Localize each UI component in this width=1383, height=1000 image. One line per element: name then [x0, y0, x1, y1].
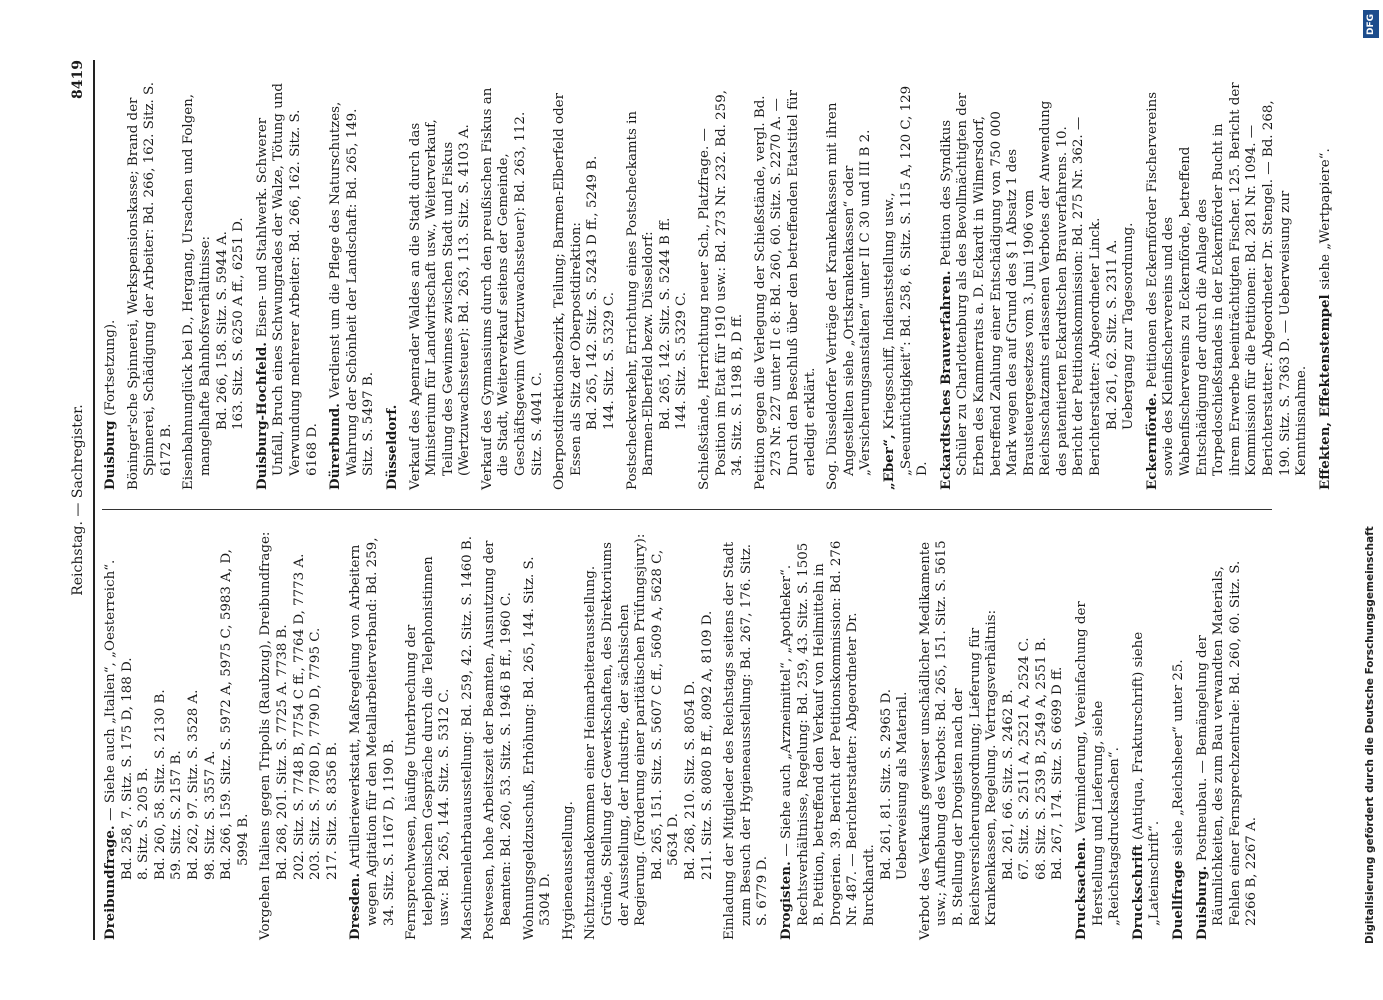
entry-text: Maschinenlehrbauausstellung: Bd. 259, 42. Sitz. S. 1460 B.: [459, 536, 475, 940]
entry-text: Nichtzustandekommen einer Heimarbeiterausstellung. Gründe, Stellung der Gewerkschaften, des Direktoriums der Ausstellung, der Industrie, der sächsischen Regierung. (Forderung einer paritätischen Prüfungsjury):: [583, 533, 649, 940]
entry-text: Oberpostdirektionsbezirk, Teilung; Barmen-Elberfeld oder Essen als Sitz der Oberpostdirektion:: [552, 92, 584, 490]
index-entry: [697, 80, 747, 490]
entry-reference: Bd. 266, 159. Sitz. S. 5972 A, 5975 C, 5983 A, D, 5994 B.: [219, 549, 251, 880]
entry-reference: Bd. 267, 174. Sitz. S. 6699 D ff.: [1050, 666, 1066, 880]
index-entry: [1073, 530, 1124, 940]
index-entry: [881, 80, 932, 490]
page-number: 8419: [70, 60, 86, 99]
index-entry: [408, 80, 474, 490]
entry-reference: 59. Sitz. S. 2157 B.: [169, 750, 185, 880]
entry-keyword: Duisburg.: [1193, 861, 1210, 940]
index-entry: [583, 530, 716, 940]
index-entry: [825, 80, 875, 490]
entry-reference: 144. Sitz. S. 5329 C.: [602, 291, 618, 430]
entry-keyword: Düsseldorf.: [383, 404, 400, 490]
entry-reference: 202. Sitz. S. 7748 B, 7754 C ff., 7764 D, 7773 A.: [291, 553, 307, 880]
index-entry: [1317, 80, 1335, 490]
entry-keyword: „Eber“,: [880, 429, 897, 490]
digitization-sidebar: [1361, 0, 1381, 1000]
index-entry: [384, 80, 402, 490]
entry-keyword: Duisburg: [102, 415, 118, 490]
entry-text: Postneubau. — Bemängelung der Räumlichkeiten, des zum Bau verwandten Materials, Fehlen einer Fernsprechzentrale: Bd. 260, 60. Sitz. S. 2266 B, 2267 A.: [1194, 560, 1260, 926]
index-entry: [102, 530, 252, 940]
entry-text: siehe „Wertpapiere“.: [1317, 148, 1333, 290]
entry-text: Vorgehen Italiens gegen Tripolis (Raubzug), Dreibundfrage:: [258, 531, 274, 940]
entry-reference: Bd. 265, 142. Sitz. S. 5243 D ff., 5249 B.: [585, 155, 601, 430]
entry-keyword: Dürerbund.: [327, 398, 344, 490]
entry-keyword: Eckernförde.: [1143, 388, 1160, 490]
entry-reference: Bd. 268, 201. Sitz. S. 7725 A. 7738 B.: [274, 624, 290, 880]
index-entry: [1130, 530, 1164, 940]
index-entry: [126, 80, 176, 490]
entry-text: Verminderung, Vereinfachung der Herstellung und Lieferung, siehe „Reichstagsdrucksachen“.: [1074, 601, 1123, 926]
index-entry: [404, 530, 454, 940]
entry-text: Artilleriewerkstatt, Maßregelung von Arbeitern wegen Agitation für den Metallarbeiterverband: Bd. 259, 34. Sitz. S. 1167 D, 1190 B.: [348, 537, 397, 926]
index-entry: [778, 530, 912, 940]
entry-keyword: Drogisten.: [777, 856, 794, 940]
index-entry: [918, 530, 1067, 940]
index-entry: [522, 530, 555, 940]
entry-text: Postscheckverkehr, Errichtung eines Postscheckamts in Barmen-Elberfeld bezw. Düsseldorf:: [624, 110, 657, 490]
entry-text: Verkauf des Gymnasiums durch den preußischen Fiskus an die Stadt, Weiterverkauf seitens der Gemeinde, Geschäftsgewinn (Wertzuwachssteuer): Bd. 263, 112. Sitz. S. 4041 C.: [479, 87, 545, 490]
entry-reference: Bd. 260, 58. Sitz. S. 2130 B.: [152, 689, 168, 880]
entry-text: Petitionen des Eckernförder Fischervereins sowie des Kleinfischervereins und des Wabenfischervereins zu Eckernförde, betreffend Entschädigung der durch die Anlage des Torpedoschießstandes in der Eckernförder Bucht in ihrem Erwerbe beeinträchtigten Fischer. 125. Bericht der Kommission für die Petitionen: Bd. 281 Nr. 1094. — Berichterstatter: Abgeordneter Dr. Stengel. — Bd. 268, 190. Sitz. S. 7363 D. — Ueberweisung zur Kenntnisnahme.: [1144, 82, 1310, 476]
index-entry: [480, 80, 546, 490]
entry-text: Postwesen, hohe Arbeitszeit der Beamten, Ausnutzung der Beamten: Bd. 260, 53. Sitz. S. 1946 B ff., 1960 C.: [482, 540, 515, 940]
entry-keyword: Dresden.: [347, 868, 364, 940]
entry-reference: Bd. 266, 158. Sitz. S. 5944 A.: [214, 231, 230, 430]
entry-text: (Antiqua, Frakturschrift) siehe „Lateinschrift“.: [1130, 631, 1163, 926]
entry-reference: 8. Sitz. S. 205 B.: [136, 767, 152, 880]
digitization-credit: Digitalisierung gefördert durch die Deutsche Forschungsgemeinschaft: [1364, 526, 1376, 944]
index-entry: [102, 80, 120, 490]
entry-text: Eisen- und Stahlwerk. Schwerer Unfall, Bruch eines Schwungrades der Walze, Tötung und Verwundung mehrerer Arbeiter: Bd. 266, 162. Sitz. S. 6168 D.: [254, 83, 320, 476]
index-entry: [347, 530, 398, 940]
entry-reference: Bd. 258, 7. Sitz. S. 175 D, 188 D.: [119, 657, 135, 880]
entry-text: siehe „Reichsheer“ unter 25.: [1171, 659, 1187, 856]
running-title: Reichstag. — Sachregister.: [70, 404, 86, 596]
entry-text: Einladung der Mitglieder des Reichstags seitens der Stadt zum Besuch der Hygieneausstellung: Bd. 267, 176. Sitz. S. 6779 D.: [722, 541, 771, 940]
entry-text: Petition des Syndikus Schüler zu Charlottenburg als des Bevollmächtigten der Erben des Kammerrats a. D. Eckardt in Wilmersdorf, betreffend Zahlung einer Entschädigung von 750 000 Mark wegen des auf Grund des § 1 Absatz 1 des Brausteuergesetzes vom 3. Juni 1906 vom Reichsschatzamts erlassenen Verbotes der Anwendung des patentierten Eckardtschen Brauverfahrens. 10. Bericht der Petitionskommission: Bd. 275 Nr. 362. — Berichterstatter: Abgeordneter Linck.: [938, 92, 1104, 476]
index-entry: [482, 530, 515, 940]
entry-text: Kriegsschiff, Indienststellung usw., „Seeuntüchtigkeit“: Bd. 258, 6. Sitz. S. 115 A, 120 C, 129 D.: [881, 85, 931, 476]
index-entry: [258, 530, 341, 940]
entry-reference: Bd. 268, 210. Sitz. S. 8054 D.: [683, 680, 698, 880]
header-rule: [93, 60, 95, 940]
entry-text: Hygieneausstellung.: [560, 801, 576, 940]
index-entry: [1144, 80, 1311, 490]
entry-reference: 163. Sitz. S. 6250 A ff., 6251 D.: [231, 217, 247, 430]
page-header: [70, 60, 94, 940]
entry-reference: 67. Sitz. S. 2511 A, 2521 A, 2524 C.: [1017, 637, 1033, 880]
left-column: [102, 530, 1267, 940]
dfg-logo-icon: DFG: [1363, 10, 1379, 38]
entry-keyword: Drucksachen.: [1073, 832, 1090, 940]
entry-reference: Uebergang zur Tagesordnung.: [1121, 222, 1137, 430]
entry-text: Böninger'sche Spinnerei, Werkspensionskasse; Brand der Spinnerei, Schädigung der Arbeiter: Bd. 266, 162. Sitz. S. 6172 B.: [125, 81, 174, 490]
index-entry: [722, 530, 772, 940]
entry-reference: Bd. 265, 142. Sitz. S. 5244 B ff.: [657, 217, 673, 430]
entry-reference: 98. Sitz. S. 3557 A.: [202, 750, 218, 880]
index-entry: [938, 80, 1138, 490]
entry-text: Verbot des Verkaufs gewisser unschädlicher Medikamente usw.; Aufhebung des Verbots: Bd. 265, 151. Sitz. S. 5615 B. Stellung der Drogisten nach der Reichsversicherungsordnung; Lieferung für Krankenkassen, Regelung. Vertragsverhältnis:: [917, 540, 1000, 940]
entry-reference: Bd. 261, 66. Sitz. S. 2462 B.: [1000, 689, 1016, 880]
right-column: [102, 80, 1340, 490]
entry-text: (Fortsetzung).: [103, 319, 118, 416]
index-entry: [1170, 530, 1188, 940]
entry-keyword: Duisburg-Hochfeld.: [253, 337, 270, 490]
entry-reference: 144. Sitz. S. 5329 C.: [674, 291, 690, 430]
entry-keyword: Effekten, Effektenstempel: [1316, 289, 1333, 490]
entry-keyword: Druckschrift: [1129, 839, 1146, 940]
entry-reference: Bd. 261, 81. Sitz. S. 2965 D.: [878, 688, 894, 880]
index-entry: [327, 80, 378, 490]
entry-text: Wohnungsgeldzuschuß, Erhöhung: Bd. 265, 144. Sitz. S. 5304 D.: [521, 556, 554, 940]
entry-reference: 211. Sitz. S. 8080 B ff., 8092 A, 8109 D.: [699, 610, 715, 880]
entry-text: Fernsprechwesen, häufige Unterbrechung der telephonischen Gespräche durch die Telephonistinnen usw.: Bd. 265, 144. Sitz. S. 5312 C.: [404, 556, 453, 940]
index-entry: [552, 80, 618, 490]
entry-reference: Bd. 265, 151. Sitz. S. 5607 C ff., 5609 A, 5628 C, 5634 D.: [649, 549, 682, 880]
entry-reference: 68. Sitz. S. 2539 B, 2549 A, 2551 B.: [1033, 637, 1049, 880]
index-entry: [254, 80, 321, 490]
entry-text: Verdienst um die Pflege des Naturschutzes, Wahrung der Schönheit der Landschaft: Bd. 265, 149. Sitz. S. 5497 B.: [328, 101, 377, 476]
index-entry: [181, 80, 247, 490]
entry-text: Verkauf des Apenrader Waldes an die Stadt durch das Ministerium für Landwirtschaft usw., Weiterverkauf, Teilung des Gewinnes zwischen Stadt und Fiskus (Wertzuwachssteuer): Bd. 263, 113. Sitz. S. 4103 A.: [407, 119, 473, 490]
entry-reference: Ueberweisung als Material.: [895, 691, 911, 880]
index-entry: [625, 80, 691, 490]
index-entry: [561, 530, 578, 940]
index-entry: [1194, 530, 1261, 940]
entry-reference: Bd. 262, 97. Sitz. S. 3528 A.: [185, 689, 201, 880]
column-divider: [102, 509, 1272, 510]
entry-text: — Siehe auch „Arzneimittel“, „Apotheker“. Rechtsverhältnisse, Regelung: Bd. 259, 43. Sitz. S. 1505 B. Petition, betreffend den Verkauf von Heilmitteln in Drogerien. 39. Bericht der Petitionskommission: Bd. 276 Nr. 487. — Berichterstatter: Abgeordneter Dr. Burckhardt.: [778, 540, 877, 926]
entry-text: Sog. Düsseldorfer Verträge der Krankenkassen mit ihren Angestellten siehe „Ortskrankenkassen“ oder „Versicherungsanstalten“ unter II C 30 und III B 2.: [825, 102, 874, 490]
entry-text: Schießstände, Herrichtung neuer Sch., Platzfrage. — Position im Etat für 1910 usw.: Bd. 273 Nr. 232. Bd. 259, 34. Sitz. S. 1198 B, D ff.: [697, 90, 746, 490]
entry-text: Eisenbahnunglück bei D., Hergang, Ursachen und Folgen, mangelhafte Bahnhofsverhältnisse:: [181, 93, 213, 490]
entry-keyword: Eckardtsches Brauverfahren.: [937, 265, 954, 490]
entry-reference: Bd. 261, 62. Sitz. S. 2311 A.: [1104, 239, 1120, 430]
index-entry: [460, 530, 477, 940]
entry-reference: 217. Sitz. S. 8356 B.: [324, 741, 340, 880]
entry-reference: 203. Sitz. S. 7780 D, 7790 D, 7795 C.: [308, 627, 324, 880]
entry-text: — Siehe auch „Italien“, „Oesterreich“.: [103, 559, 118, 821]
index-entry: [753, 80, 819, 490]
entry-text: Petition gegen die Verlegung der Schießstände, vergl. Bd. 273 Nr. 227 unter II c 8: Bd. 260, 60. Sitz. S. 2270 A. — Durch den Beschluß über den betreffenden Etatstitel für erledigt erklärt.: [752, 89, 818, 490]
entry-keyword: Duellfrage: [1170, 855, 1187, 940]
entry-keyword: Dreibundfrage.: [102, 820, 118, 940]
